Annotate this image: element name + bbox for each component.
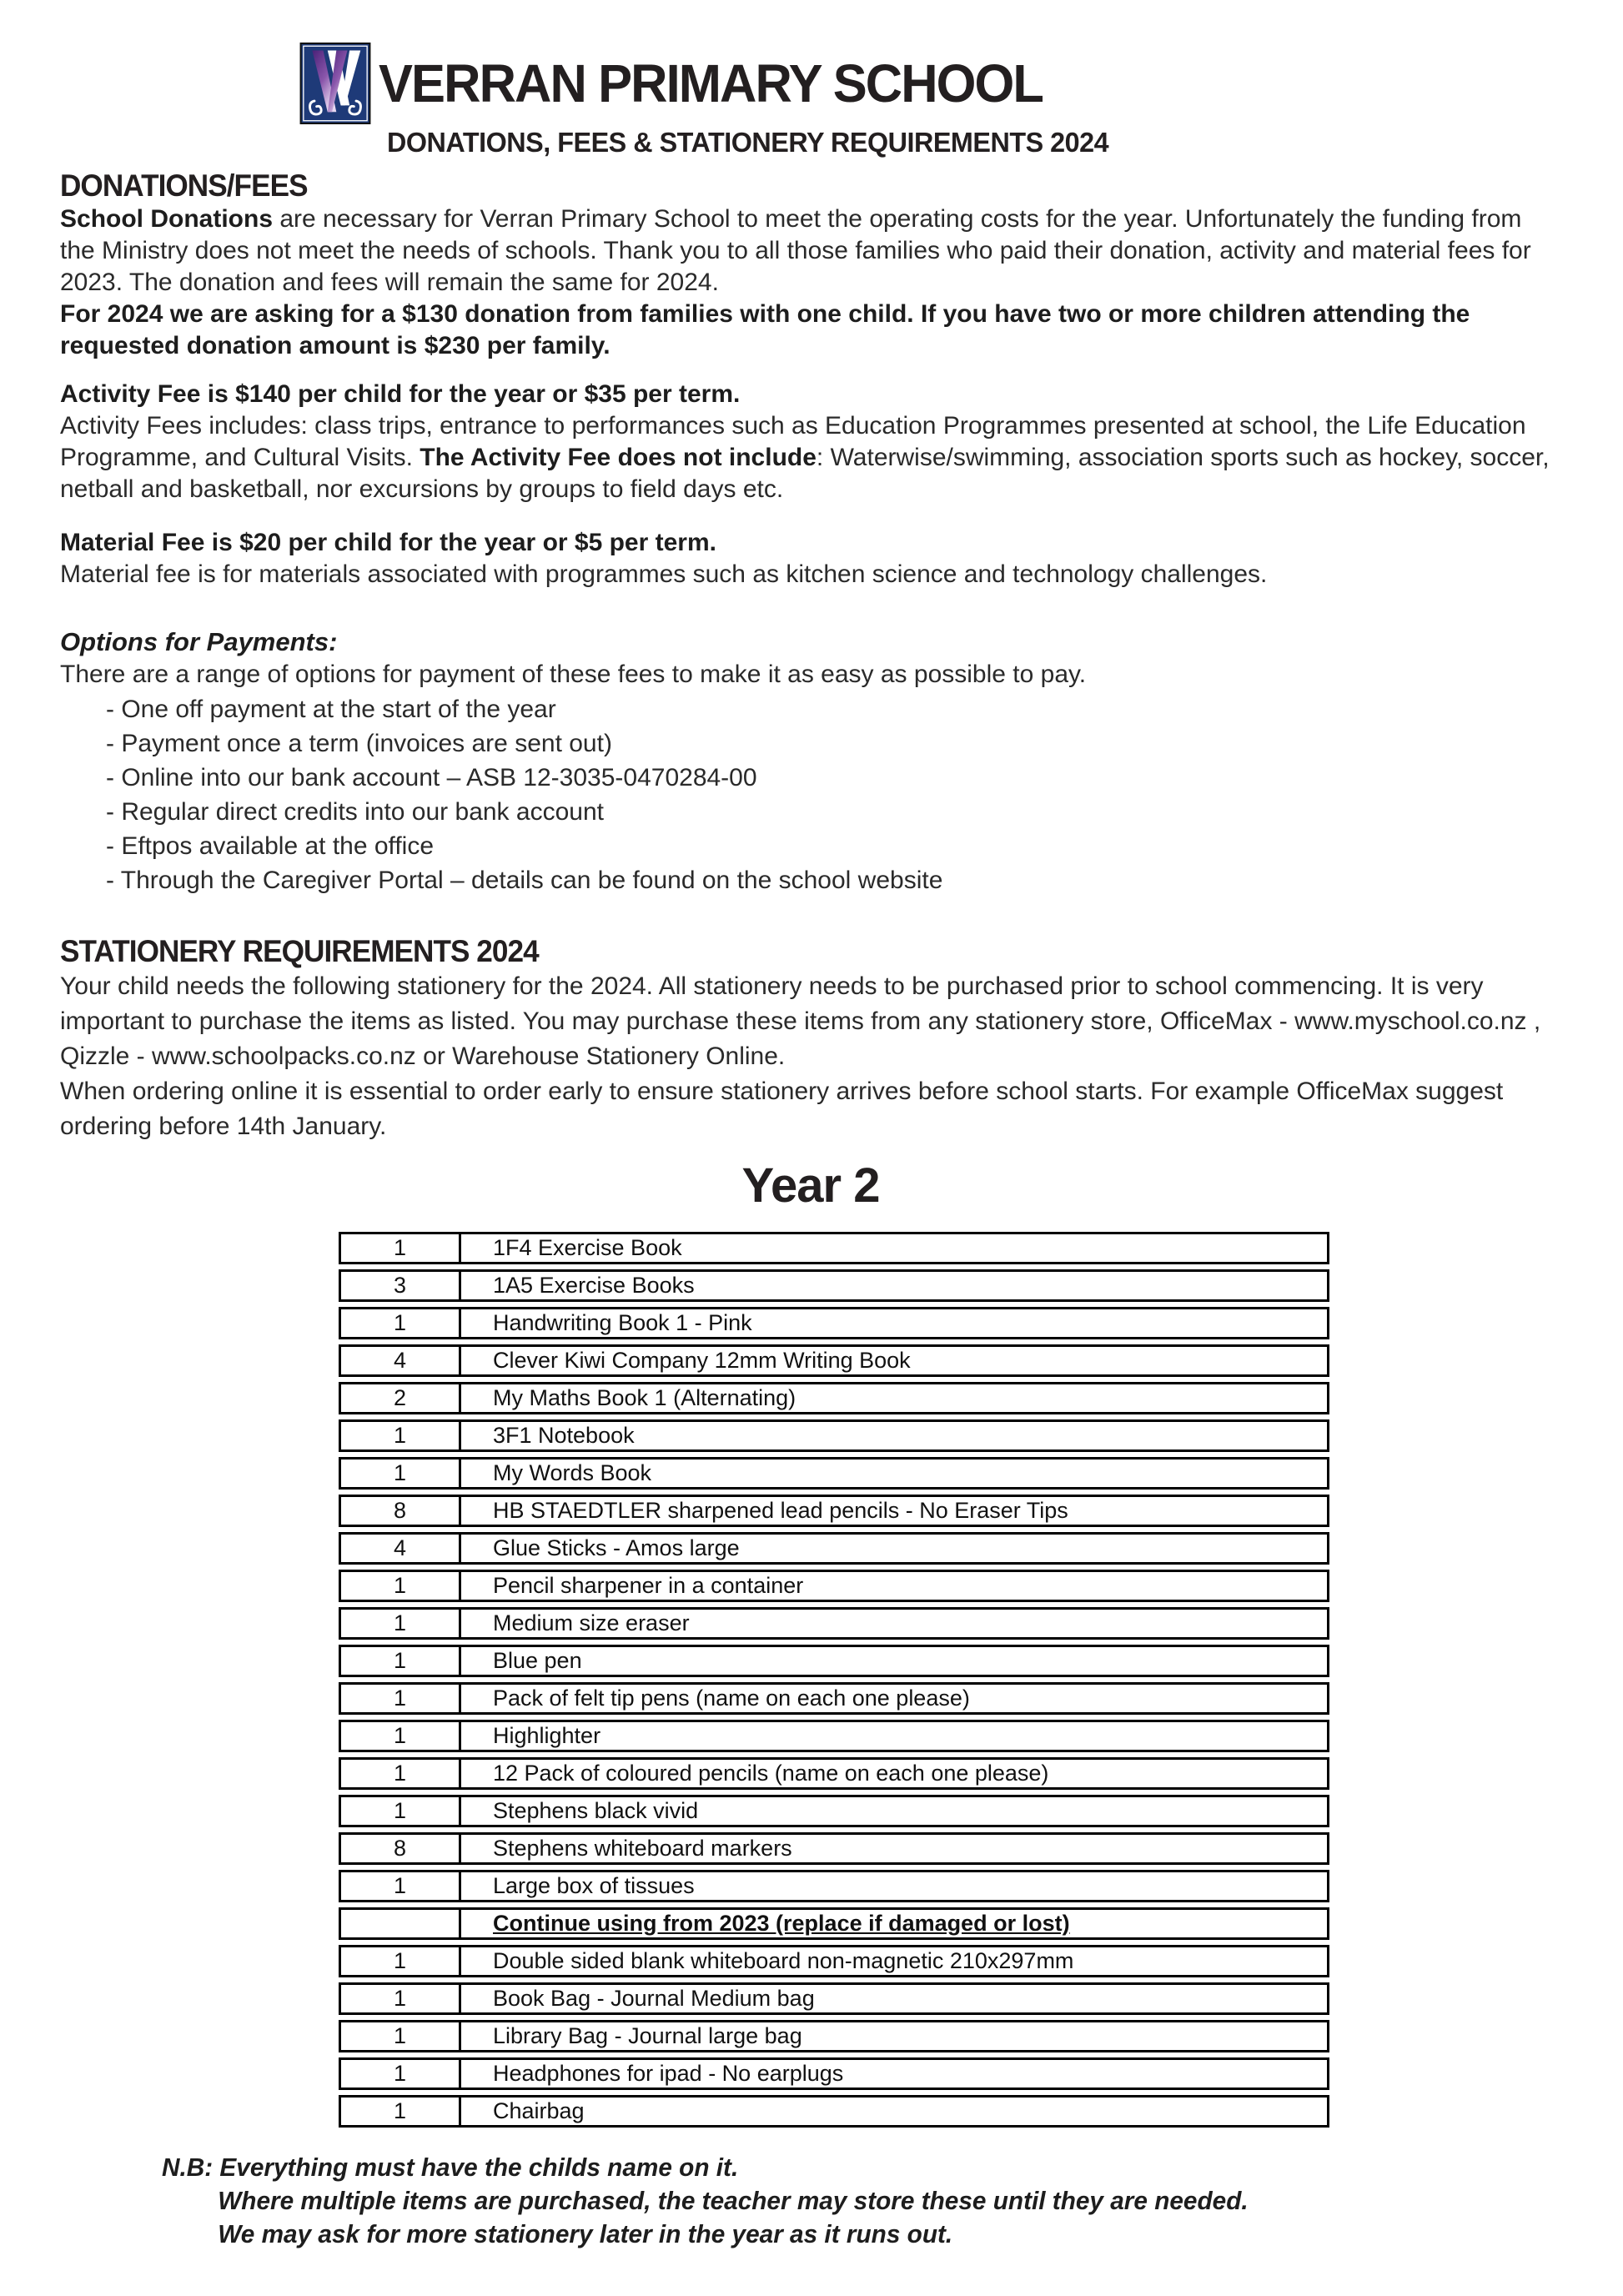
footnote-line: Where multiple items are purchased, the teacher may store these until they are needed. xyxy=(218,2186,1249,2215)
item-cell: Continue using from 2023 (replace if damaged or lost) xyxy=(493,1911,1070,1936)
activity-body-2: : Waterwise/swimming, association sports such as hockey, soccer, netball and basketball, nor excursions by groups to field days etc. xyxy=(60,444,1550,503)
item-cell: 1F4 Exercise Book xyxy=(493,1235,682,1260)
table-row xyxy=(339,1419,1329,1452)
table-row xyxy=(339,1832,1329,1865)
quantity-cell: 1 xyxy=(341,1872,461,1900)
quantity-cell: 1 xyxy=(341,1309,461,1337)
school-name-title: VERRAN PRIMARY SCHOOL xyxy=(379,53,1043,113)
payment-option-item: - Regular direct credits into our bank account xyxy=(106,798,604,826)
payment-options-list xyxy=(60,692,1561,897)
table-row xyxy=(339,1269,1329,1302)
quantity-cell: 1 xyxy=(341,1422,461,1449)
activity-not-include-bold: The Activity Fee does not include xyxy=(420,444,817,471)
table-row xyxy=(339,2020,1329,2052)
table-row xyxy=(339,1757,1329,1790)
table-row xyxy=(339,1457,1329,1490)
quantity-cell: 8 xyxy=(341,1835,461,1862)
activity-fee-heading: Activity Fee is $140 per child for the year or $35 per term. xyxy=(60,380,741,408)
payment-option-item: - Payment once a term (invoices are sent out) xyxy=(106,730,612,757)
item-cell: Blue pen xyxy=(493,1648,582,1673)
document-header xyxy=(299,42,1561,125)
stationery-heading: STATIONERY REQUIREMENTS 2024 xyxy=(60,934,539,968)
quantity-cell: 1 xyxy=(341,2060,461,2088)
item-cell: Stephens whiteboard markers xyxy=(493,1836,792,1861)
item-cell: Medium size eraser xyxy=(493,1610,690,1635)
table-row xyxy=(339,1570,1329,1602)
table-row xyxy=(339,1682,1329,1715)
material-fee-heading: Material Fee is $20 per child for the year or $5 per term. xyxy=(60,529,716,556)
table-row xyxy=(339,1232,1329,1264)
quantity-cell: 1 xyxy=(341,1685,461,1712)
quantity-cell: 1 xyxy=(341,1647,461,1675)
payment-options-section xyxy=(60,625,1561,897)
table-row-continue-using xyxy=(339,1907,1329,1940)
quantity-cell: 1 xyxy=(341,1610,461,1637)
stationery-paragraph-1: Your child needs the following stationery for the 2024. All stationery needs to be purchased prior to school commencing. It is very important to purchase the items as listed. You may purchase these items from any stationery store, OfficeMax - www.myschool.co.nz , Qizzle - www.schoolpacks.co.nz or Warehouse Stationery Online. xyxy=(60,972,1541,1070)
item-cell: 1A5 Exercise Books xyxy=(493,1273,695,1298)
item-cell: Highlighter xyxy=(493,1723,601,1748)
table-row xyxy=(339,2095,1329,2128)
quantity-cell: 1 xyxy=(341,1797,461,1825)
item-cell: Large box of tissues xyxy=(493,1873,695,1898)
year-level-heading: Year 2 xyxy=(741,1158,880,1213)
item-cell: HB STAEDTLER sharpened lead pencils - No Eraser Tips xyxy=(493,1498,1068,1523)
table-row xyxy=(339,1307,1329,1339)
item-cell: 12 Pack of coloured pencils (name on each one please) xyxy=(493,1761,1049,1786)
quantity-cell xyxy=(341,1910,461,1937)
footnote xyxy=(162,2151,1505,2251)
quantity-cell: 1 xyxy=(341,1572,461,1600)
payment-options-intro: There are a range of options for payment of these fees to make it as easy as possible to pay. xyxy=(60,661,1087,688)
item-cell: Pack of felt tip pens (name on each one please) xyxy=(493,1686,970,1711)
table-row xyxy=(339,1982,1329,2015)
activity-body-1: Activity Fees includes: class trips, entrance to performances such as Education Programmes presented at school, the Life Education Programme, and Cultural Visits. xyxy=(60,412,1526,471)
payment-options-heading: Options for Payments: xyxy=(60,627,338,656)
item-cell: Glue Sticks - Amos large xyxy=(493,1535,740,1560)
quantity-cell: 2 xyxy=(341,1384,461,1412)
table-row xyxy=(339,1720,1329,1752)
quantity-cell: 1 xyxy=(341,1985,461,2012)
table-row xyxy=(339,1495,1329,1527)
quantity-cell: 1 xyxy=(341,2098,461,2125)
table-row xyxy=(339,1607,1329,1640)
quantity-cell: 1 xyxy=(341,1722,461,1750)
item-cell: Chairbag xyxy=(493,2098,585,2123)
item-cell: Double sided blank whiteboard non-magnetic 210x297mm xyxy=(493,1948,1074,1973)
school-logo-icon xyxy=(299,42,372,125)
quantity-cell: 1 xyxy=(341,1459,461,1487)
quantity-cell: 1 xyxy=(341,1760,461,1787)
item-cell: Clever Kiwi Company 12mm Writing Book xyxy=(493,1348,911,1373)
table-row xyxy=(339,1795,1329,1827)
table-row xyxy=(339,1945,1329,1977)
donation-ask-paragraph: For 2024 we are asking for a $130 donation from families with one child. If you have two or more children attending the requested donation amount is $230 per family. xyxy=(60,300,1470,359)
payment-option-item: - Eftpos available at the office xyxy=(106,832,435,860)
donations-heading: DONATIONS/FEES xyxy=(60,168,308,203)
item-cell: Handwriting Book 1 - Pink xyxy=(493,1310,752,1335)
table-row xyxy=(339,1344,1329,1377)
donations-intro-bold: School Donations xyxy=(60,205,273,233)
payment-option-item: - Online into our bank account – ASB 12-3035-0470284-00 xyxy=(106,764,757,791)
quantity-cell: 1 xyxy=(341,1234,461,1262)
table-row xyxy=(339,1645,1329,1677)
donations-intro-paragraph xyxy=(60,203,1561,299)
payment-option-item: - Through the Caregiver Portal – details can be found on the school website xyxy=(106,867,943,894)
table-row xyxy=(339,2057,1329,2090)
document-subtitle: DONATIONS, FEES & STATIONERY REQUIREMENTS 2024 xyxy=(387,127,1109,158)
item-cell: Book Bag - Journal Medium bag xyxy=(493,1986,815,2011)
donations-intro-rest: are necessary for Verran Primary School to meet the operating costs for the year. Unfortunately the funding from the Ministry does not meet the needs of schools. Thank you to all those families who paid their donation, activity and material fees for 2023. The donation and fees will remain the same for 2024. xyxy=(60,205,1531,296)
payment-option-item: - One off payment at the start of the year xyxy=(106,696,556,723)
quantity-cell: 1 xyxy=(341,2022,461,2050)
item-cell: Headphones for ipad - No earplugs xyxy=(493,2061,844,2086)
table-row xyxy=(339,1382,1329,1414)
footnote-line: We may ask for more stationery later in the year as it runs out. xyxy=(218,2219,953,2248)
table-row xyxy=(339,1870,1329,1902)
quantity-cell: 8 xyxy=(341,1497,461,1525)
quantity-cell: 3 xyxy=(341,1272,461,1299)
quantity-cell: 4 xyxy=(341,1535,461,1562)
footnote-line: N.B: Everything must have the childs name on it. xyxy=(162,2153,739,2182)
donations-fees-section xyxy=(60,168,1561,590)
item-cell: My Words Book xyxy=(493,1460,652,1485)
quantity-cell: 1 xyxy=(341,1947,461,1975)
item-cell: Library Bag - Journal large bag xyxy=(493,2023,802,2048)
material-fee-paragraph: Material fee is for materials associated with programmes such as kitchen science and technology challenges. xyxy=(60,560,1268,588)
stationery-table xyxy=(339,1232,1329,2128)
item-cell: 3F1 Notebook xyxy=(493,1423,635,1448)
quantity-cell: 4 xyxy=(341,1347,461,1374)
activity-fee-paragraph xyxy=(60,410,1561,505)
stationery-paragraph-2: When ordering online it is essential to order early to ensure stationery arrives before school starts. For example OfficeMax suggest ordering before 14th January. xyxy=(60,1078,1504,1140)
table-row xyxy=(339,1532,1329,1565)
item-cell: Stephens black vivid xyxy=(493,1798,699,1823)
item-cell: My Maths Book 1 (Alternating) xyxy=(493,1385,796,1410)
stationery-section xyxy=(60,934,1561,1144)
item-cell: Pencil sharpener in a container xyxy=(493,1573,804,1598)
